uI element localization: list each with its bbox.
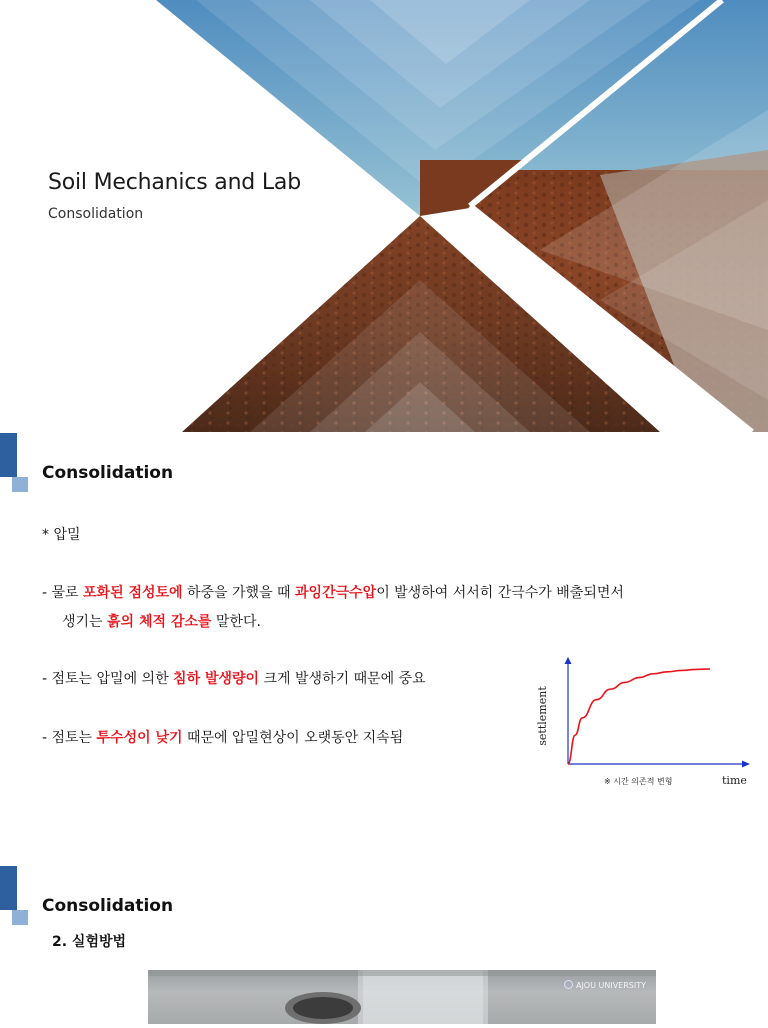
highlight-text: 흙의 체적 감소를 bbox=[107, 614, 212, 630]
slide-heading: Consolidation bbox=[42, 896, 174, 916]
importance-line bbox=[42, 668, 426, 688]
experiment-photo bbox=[148, 970, 656, 1024]
y-axis-arrow bbox=[565, 657, 572, 664]
method-subheading: 2. 실험방법 bbox=[52, 934, 127, 950]
slide-heading: Consolidation bbox=[42, 463, 174, 483]
definition-line-1 bbox=[42, 582, 624, 602]
definition-text: 하중을 가했을 때 bbox=[182, 585, 296, 601]
definition-text: 말한다. bbox=[211, 614, 261, 630]
section-label: * 압밀 bbox=[42, 527, 81, 543]
y-axis-label: settlement bbox=[536, 686, 549, 746]
definition-line-2 bbox=[62, 611, 261, 631]
highlight-text: 투수성이 낮기 bbox=[96, 730, 183, 746]
importance-text: 크게 발생하기 때문에 중요 bbox=[259, 671, 426, 687]
definition-text: 생기는 bbox=[62, 614, 108, 630]
slide-accent-bar-shadow bbox=[12, 910, 28, 925]
x-axis-label: time bbox=[722, 774, 747, 787]
slide-accent-bar bbox=[0, 433, 17, 477]
highlight-text: 침하 발생량이 bbox=[173, 671, 260, 687]
highlight-text: 과잉간극수압 bbox=[295, 585, 377, 601]
x-axis-arrow bbox=[742, 761, 750, 768]
settlement-time-chart bbox=[528, 652, 747, 792]
chart-caption: ※ 시간 의존적 변형 bbox=[604, 777, 673, 786]
lab-equipment-illustration bbox=[148, 970, 656, 1024]
permeability-line bbox=[42, 727, 403, 747]
definition-text: - 물로 bbox=[42, 585, 84, 601]
importance-text: - 점토는 압밀에 의한 bbox=[42, 671, 174, 687]
presentation-subtitle: Consolidation bbox=[48, 206, 144, 222]
title-slide bbox=[0, 0, 768, 432]
permeability-text: - 점토는 bbox=[42, 730, 97, 746]
slide-accent-bar-shadow bbox=[12, 477, 28, 492]
highlight-text: 포화된 점성토에 bbox=[83, 585, 183, 601]
permeability-text: 때문에 압밀현상이 오랫동안 지속됨 bbox=[182, 730, 404, 746]
presentation-title: Soil Mechanics and Lab bbox=[48, 170, 301, 195]
university-logo bbox=[564, 980, 646, 990]
logo-icon bbox=[564, 980, 573, 989]
definition-text: 이 발생하여 서서히 간극수가 배출되면서 bbox=[376, 585, 624, 601]
logo-text: AJOU UNIVERSITY bbox=[575, 981, 646, 990]
slide-accent-bar bbox=[0, 866, 17, 910]
settlement-curve bbox=[568, 669, 710, 764]
